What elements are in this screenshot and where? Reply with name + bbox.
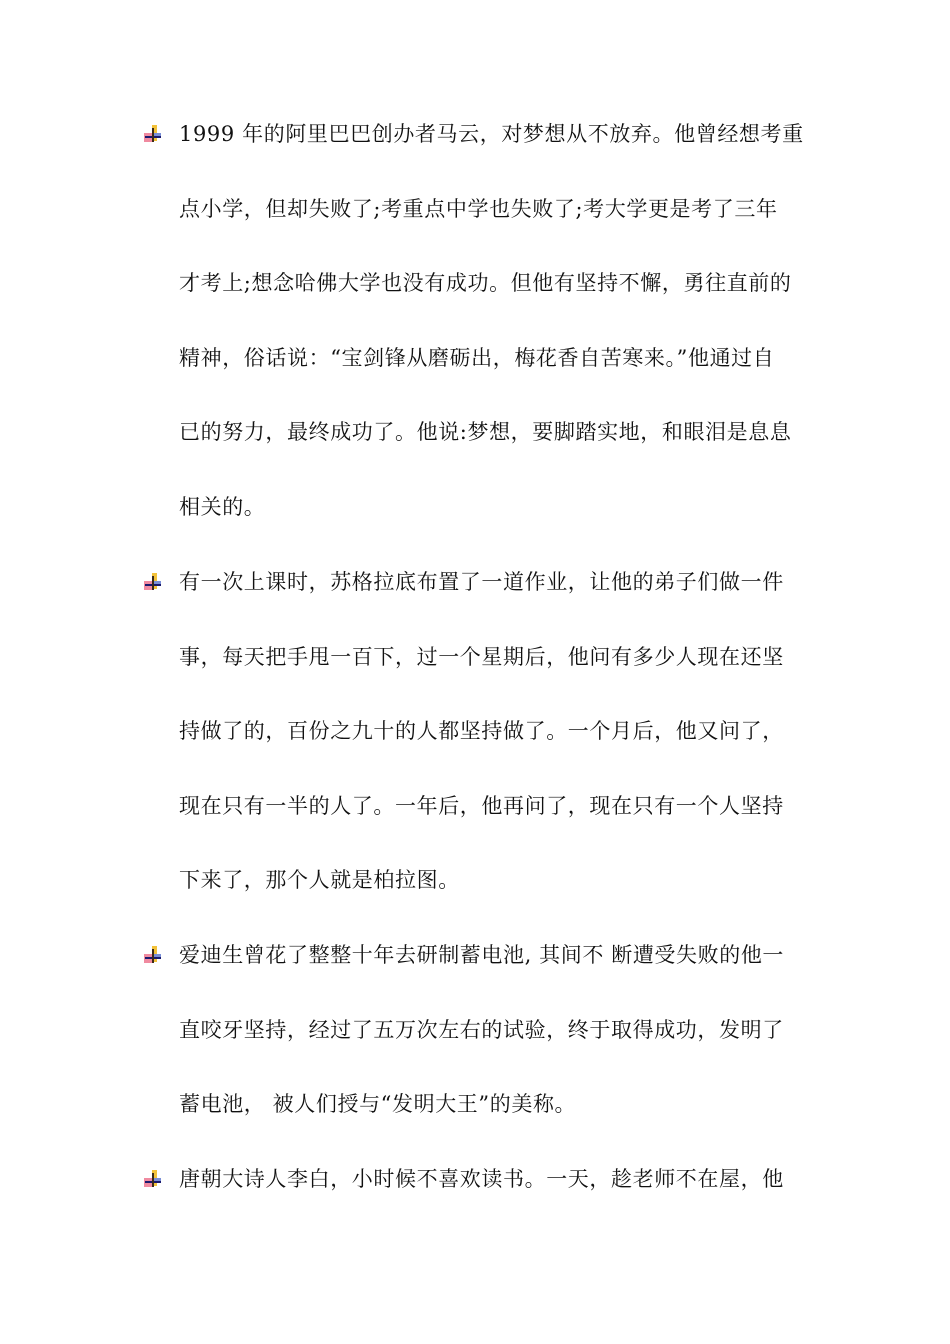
paragraph-text bbox=[179, 1167, 819, 1242]
text-line: 爱迪生曾花了整整十年去研制蓄电池, 其间不 断遭受失败的他一 bbox=[179, 943, 785, 967]
text-line: 直咬牙坚持，经过了五万次左右的试验，终于取得成功，发明了 bbox=[179, 1017, 784, 1042]
text-line: 精神，俗话说：“宝剑锋从磨砺出，梅花香自苦寒来。”他通过自 bbox=[179, 345, 775, 370]
text-line: 下来了，那个人就是柏拉图。 bbox=[179, 868, 460, 892]
text-line: 1999 年的阿里巴巴创办者马云，对梦想从不放弃。他曾经想考重 bbox=[179, 122, 804, 146]
text-line: 事，每天把手甩一百下，过一个星期后，他问有多少人现在还坚 bbox=[179, 644, 784, 669]
text-line: 唐朝大诗人李白，小时候不喜欢读书。一天，趁老师不在屋，他 bbox=[179, 1167, 784, 1191]
text-line: 才考上;想念哈佛大学也没有成功。但他有坚持不懈，勇往直前的 bbox=[179, 271, 792, 295]
text-line: 持做了的，百份之九十的人都坚持做了。一个月后，他又问了， bbox=[179, 719, 784, 743]
text-line: 有一次上课时，苏格拉底布置了一道作业，让他的弟子们做一件 bbox=[179, 570, 784, 594]
text-line: 蓄电池， 被人们授与“发明大王”的美称。 bbox=[179, 1092, 577, 1116]
bullet-icon bbox=[143, 945, 163, 965]
text-line: 点小学，但却失败了;考重点中学也失败了;考大学更是考了三年 bbox=[179, 196, 778, 221]
bullet-icon bbox=[143, 124, 163, 144]
paragraph-text bbox=[179, 122, 819, 569]
text-line: 相关的。 bbox=[179, 494, 266, 519]
text-line: 已的努力，最终成功了。他说:梦想，要脚踏实地，和眼泪是息息 bbox=[179, 420, 792, 444]
paragraph-text bbox=[179, 943, 819, 1167]
text-line: 现在只有一半的人了。一年后，他再问了，现在只有一个人坚持 bbox=[179, 793, 784, 818]
bullet-icon bbox=[143, 1169, 163, 1189]
bullet-icon bbox=[143, 572, 163, 592]
paragraph-text bbox=[179, 570, 819, 943]
